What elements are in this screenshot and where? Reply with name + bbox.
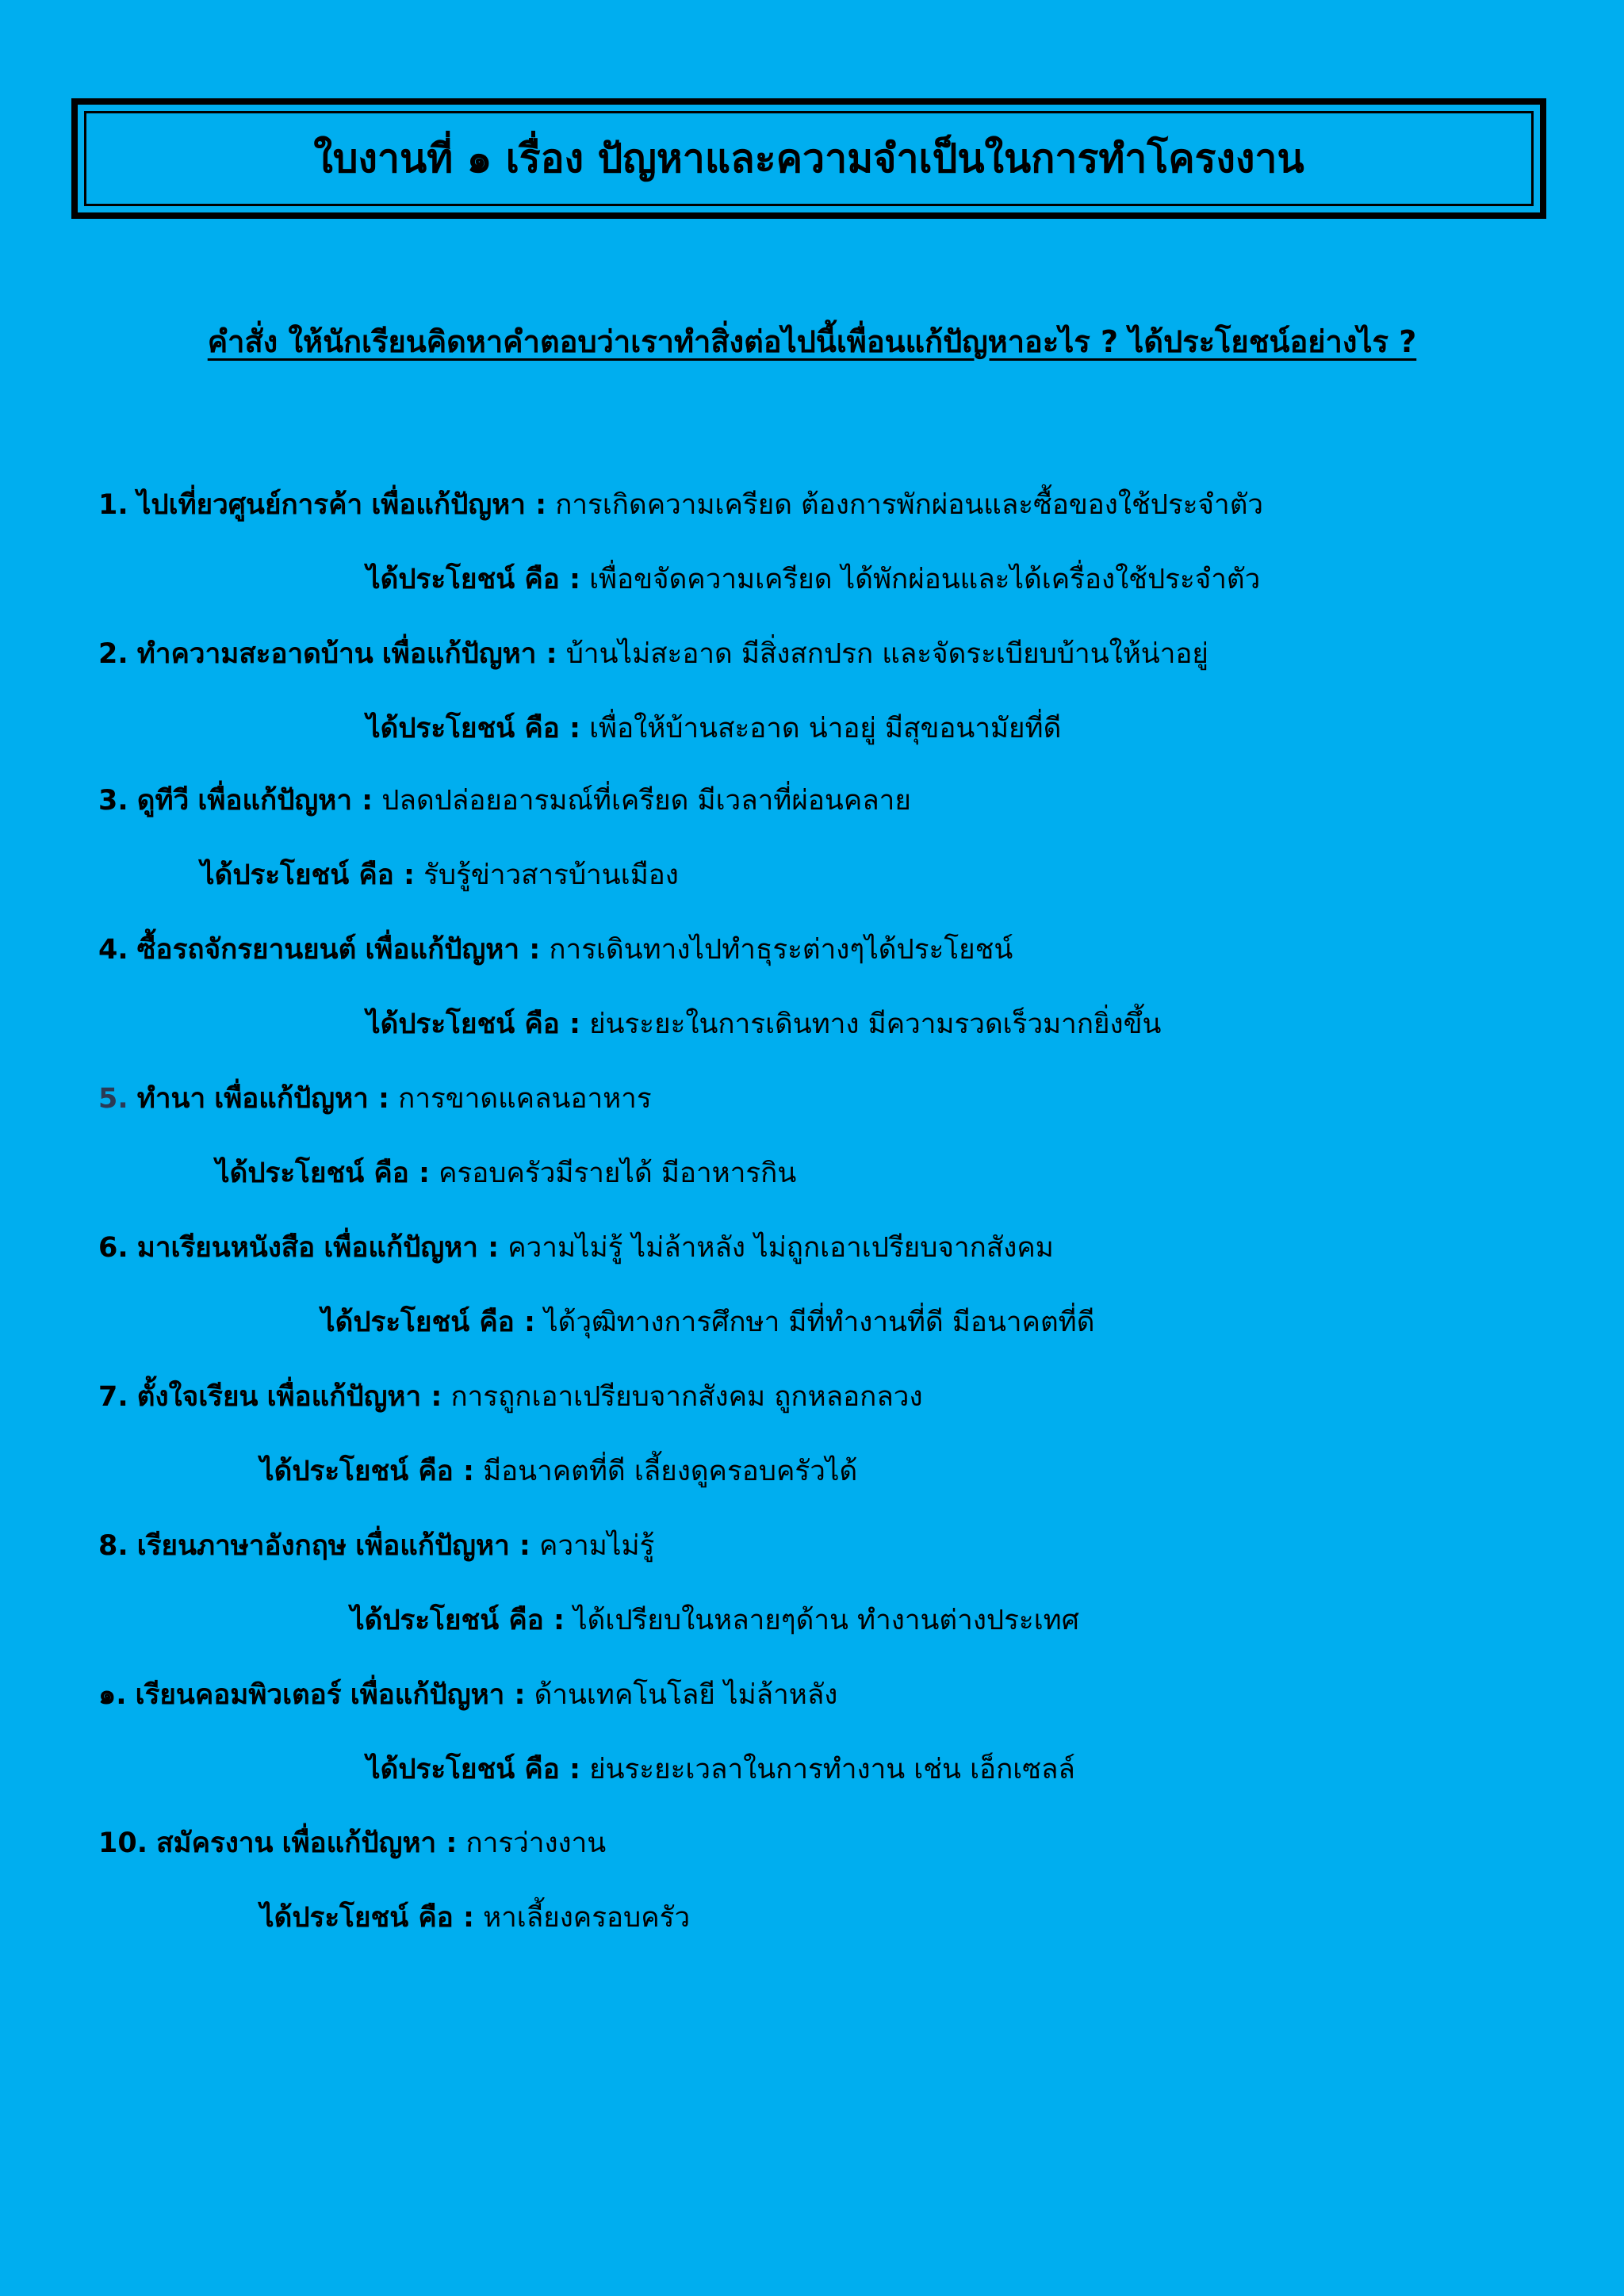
item-action: สมัครงาน: [156, 1827, 274, 1859]
item-number: 7.: [98, 1381, 128, 1413]
item-benefit-line: [260, 1452, 857, 1491]
benefit-text: รับรู้ข่าวสารบ้านเมือง: [423, 859, 679, 891]
benefit-label: ได้ประโยชน์ คือ :: [260, 1902, 474, 1934]
item-benefit-line: [350, 1601, 1079, 1640]
benefit-label: ได้ประโยชน์ คือ :: [350, 1605, 565, 1636]
item-number: 8.: [98, 1530, 128, 1562]
item-number: 2.: [98, 638, 128, 670]
problem-text: การถูกเอาเปรียบจากสังคม ถูกหลอกลวง: [450, 1381, 923, 1413]
item-number: 3.: [98, 785, 128, 817]
benefit-text: ครอบครัวมีรายได้ มีอาหารกิน: [439, 1158, 797, 1189]
benefit-text: ย่นระยะเวลาในการทำงาน เช่น เอ็กเซลล์: [589, 1754, 1075, 1785]
item-problem-line: [98, 781, 911, 821]
item-problem-line: [98, 1675, 837, 1715]
benefit-text: หาเลี้ยงครอบครัว: [483, 1902, 691, 1934]
problem-label: เพื่อแก้ปัญหา :: [197, 785, 373, 817]
item-action: มาเรียนหนังสือ: [136, 1232, 316, 1264]
page-title: ใบงานที่ ๑ เรื่อง ปัญหาและความจำเป็นในการทำโครงงาน: [313, 135, 1304, 182]
item-benefit-line: [321, 1303, 1094, 1342]
benefit-label: ได้ประโยชน์ คือ :: [321, 1307, 535, 1338]
benefit-label: ได้ประโยชน์ คือ :: [366, 564, 580, 595]
benefit-text: เพื่อขจัดความเครียด ได้พักผ่อนและได้เครื่องใช้ประจำตัว: [589, 564, 1261, 595]
problem-text: การเกิดความเครียด ต้องการพักผ่อนและซื้อของใช้ประจำตัว: [555, 489, 1264, 521]
title-box: [71, 98, 1546, 219]
item-action: เรียนคอมพิวเตอร์: [135, 1679, 342, 1711]
instruction-text: คำสั่ง ให้นักเรียนคิดหาคำตอบว่าเราทำสิ่งต่อไปนี้เพื่อนแก้ปัญหาอะไร ? ได้ประโยชน์อย่างไร ?: [207, 324, 1417, 359]
problem-label: เพื่อแก้ปัญหา :: [282, 1827, 458, 1859]
problem-label: เพื่อแก้ปัญหา :: [324, 1232, 500, 1264]
benefit-label: ได้ประโยชน์ คือ :: [366, 1008, 580, 1040]
problem-label: เพื่อแก้ปัญหา :: [365, 934, 541, 966]
problem-text: ความไม่รู้: [539, 1530, 655, 1562]
item-action: เรียนภาษาอังกฤษ: [136, 1530, 347, 1562]
item-problem-line: [98, 634, 1208, 674]
problem-label: เพื่อแก้ปัญหา :: [350, 1679, 526, 1711]
item-action: ตั้งใจเรียน: [136, 1381, 259, 1413]
item-number: 10.: [98, 1827, 148, 1859]
item-problem-line: [98, 1377, 923, 1417]
problem-label: เพื่อแก้ปัญหา :: [355, 1530, 530, 1562]
item-number: 6.: [98, 1232, 128, 1264]
title-box-inner: [84, 111, 1534, 206]
item-benefit-line: [216, 1154, 796, 1193]
problem-label: เพื่อแก้ปัญหา :: [371, 489, 547, 521]
problem-text: การขาดแคลนอาหาร: [398, 1083, 652, 1115]
item-benefit-line: [366, 1750, 1075, 1789]
benefit-label: ได้ประโยชน์ คือ :: [201, 859, 415, 891]
item-action: ทำนา: [136, 1083, 206, 1115]
problem-label: เพื่อแก้ปัญหา :: [266, 1381, 442, 1413]
problem-text: การว่างงาน: [465, 1827, 607, 1859]
benefit-text: เพื่อให้บ้านสะอาด น่าอยู่ มีสุขอนามัยที่ดี: [589, 713, 1062, 744]
item-action: ดูทีวี: [136, 785, 190, 817]
benefit-text: ได้วุฒิทางการศึกษา มีที่ทำงานที่ดี มีอนาคตที่ดี: [544, 1307, 1095, 1338]
problem-label: เพื่อแก้ปัญหา :: [381, 638, 557, 670]
problem-text: ด้านเทคโนโลยี ไม่ล้าหลัง: [534, 1679, 838, 1711]
benefit-label: ได้ประโยชน์ คือ :: [366, 1754, 580, 1785]
benefit-text: มีอนาคตที่ดี เลี้ยงดูครอบครัวได้: [483, 1456, 858, 1487]
item-problem-line: [98, 1228, 1054, 1268]
item-benefit-line: [366, 560, 1260, 599]
item-problem-line: [98, 930, 1013, 970]
benefit-label: ได้ประโยชน์ คือ :: [366, 713, 580, 744]
item-action: ไปเที่ยวศูนย์การค้า: [136, 489, 363, 521]
item-number: ๑.: [98, 1679, 127, 1711]
item-benefit-line: [366, 1004, 1161, 1044]
item-benefit-line: [366, 709, 1061, 748]
item-number: 5.: [98, 1083, 128, 1115]
problem-label: เพื่อแก้ปัญหา :: [214, 1083, 389, 1115]
item-problem-line: [98, 1526, 654, 1566]
item-problem-line: [98, 1079, 652, 1119]
item-action: ซื้อรถจักรยานยนต์: [136, 934, 357, 966]
item-problem-line: [98, 485, 1263, 525]
benefit-text: ได้เปรียบในหลายๆด้าน ทำงานต่างประเทศ: [573, 1605, 1079, 1636]
item-number: 1.: [98, 489, 128, 521]
benefit-label: ได้ประโยชน์ คือ :: [216, 1158, 430, 1189]
item-action: ทำความสะอาดบ้าน: [136, 638, 373, 670]
item-benefit-line: [201, 855, 679, 895]
problem-text: ความไม่รู้ ไม่ล้าหลัง ไม่ถูกเอาเปรียบจากสังคม: [508, 1232, 1054, 1264]
benefit-label: ได้ประโยชน์ คือ :: [260, 1456, 474, 1487]
problem-text: ปลดปล่อยอารมณ์ที่เครียด มีเวลาที่ผ่อนคลาย: [381, 785, 911, 817]
problem-text: การเดินทางไปทำธุระต่างๆได้ประโยชน์: [549, 934, 1013, 966]
problem-text: บ้านไม่สะอาด มีสิ่งสกปรก และจัดระเบียบบ้านให้น่าอยู่: [565, 638, 1208, 670]
item-problem-line: [98, 1823, 606, 1863]
item-benefit-line: [260, 1898, 690, 1938]
benefit-text: ย่นระยะในการเดินทาง มีความรวดเร็วมากยิ่งขึ้น: [589, 1008, 1162, 1040]
item-number: 4.: [98, 934, 128, 966]
